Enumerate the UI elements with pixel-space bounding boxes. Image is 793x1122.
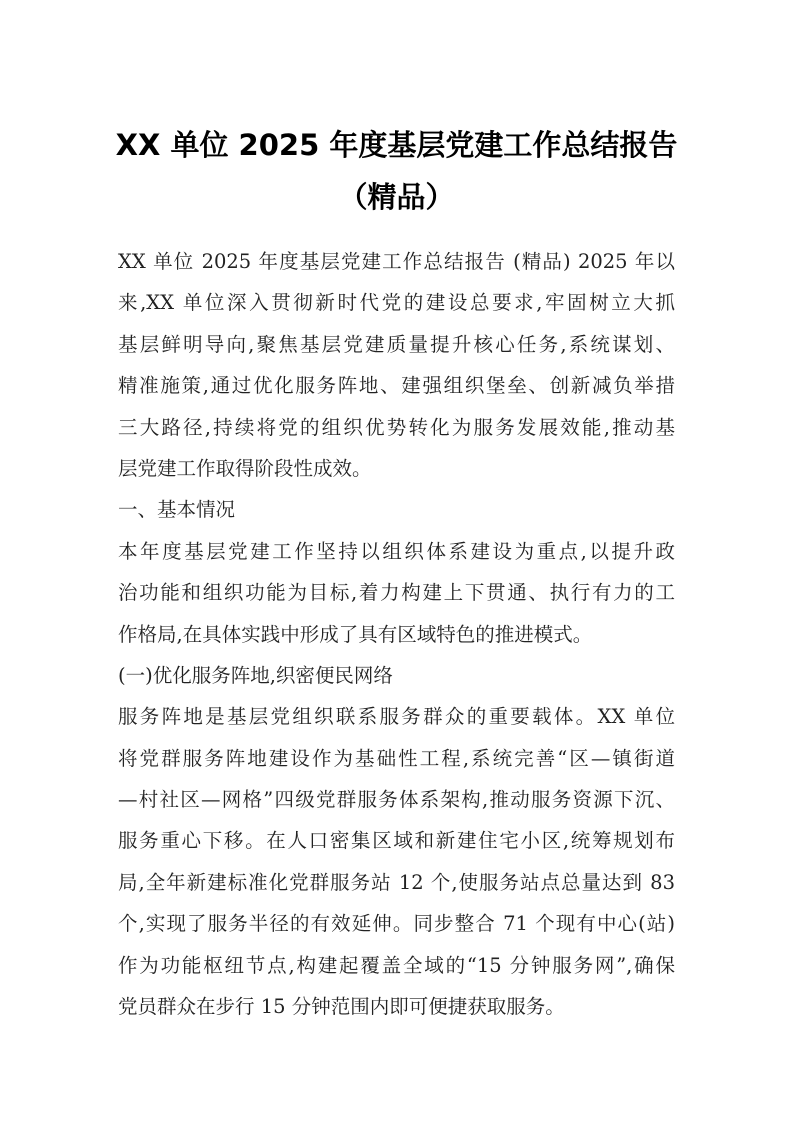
subsection-paragraph-line: —村社区—网格”四级党群服务体系架构,推动服务资源下沉、 [118,788,675,812]
intro-paragraph-line: 精准施策,通过优化服务阵地、建强组织堡垒、创新减负举措 [118,374,675,398]
document-title-line-2: （精品） [338,180,455,214]
document-title-line-1: XX 单位 2025 年度基层党建工作总结报告 [115,128,678,162]
subsection-paragraph-line: 局,全年新建标准化党群服务站 12 个,使服务站点总量达到 83 [118,870,675,894]
intro-paragraph-line: 来,XX 单位深入贯彻新时代党的建设总要求,牢固树立大抓 [118,291,675,315]
subsection-paragraph-line: 个,实现了服务半径的有效延伸。同步整合 71 个现有中心(站) [118,912,675,936]
subsection-heading-service-positions: (一)优化服务阵地,织密便民网络 [118,663,393,687]
subsection-paragraph-line: 将党群服务阵地建设作为基础性工程,系统完善“区—镇街道 [118,746,675,770]
subsection-paragraph-line: 服务阵地是基层党组织联系服务群众的重要载体。XX 单位 [118,705,675,729]
section-paragraph-line: 治功能和组织功能为目标,着力构建上下贯通、执行有力的工 [118,581,675,605]
intro-paragraph-line: 基层鲜明导向,聚焦基层党建质量提升核心任务,系统谋划、 [118,332,675,356]
intro-paragraph-line: 三大路径,持续将党的组织优势转化为服务发展效能,推动基 [118,415,675,439]
subsection-paragraph-line: 党员群众在步行 15 分钟范围内即可便捷获取服务。 [118,995,565,1019]
section-heading-basic-situation: 一、基本情况 [118,498,236,522]
section-paragraph-line: 本年度基层党建工作坚持以组织体系建设为重点,以提升政 [118,539,675,563]
intro-paragraph-line: 层党建工作取得阶段性成效。 [118,456,372,480]
subsection-paragraph-line: 服务重心下移。在人口密集区域和新建住宅小区,统筹规划布 [118,829,675,853]
subsection-paragraph-line: 作为功能枢纽节点,构建起覆盖全域的“15 分钟服务网”,确保 [118,953,675,977]
document-body [118,241,675,1027]
intro-paragraph-line: XX 单位 2025 年度基层党建工作总结报告 (精品) 2025 年以 [118,250,675,273]
section-paragraph-line: 作格局,在具体实践中形成了具有区域特色的推进模式。 [118,622,593,646]
